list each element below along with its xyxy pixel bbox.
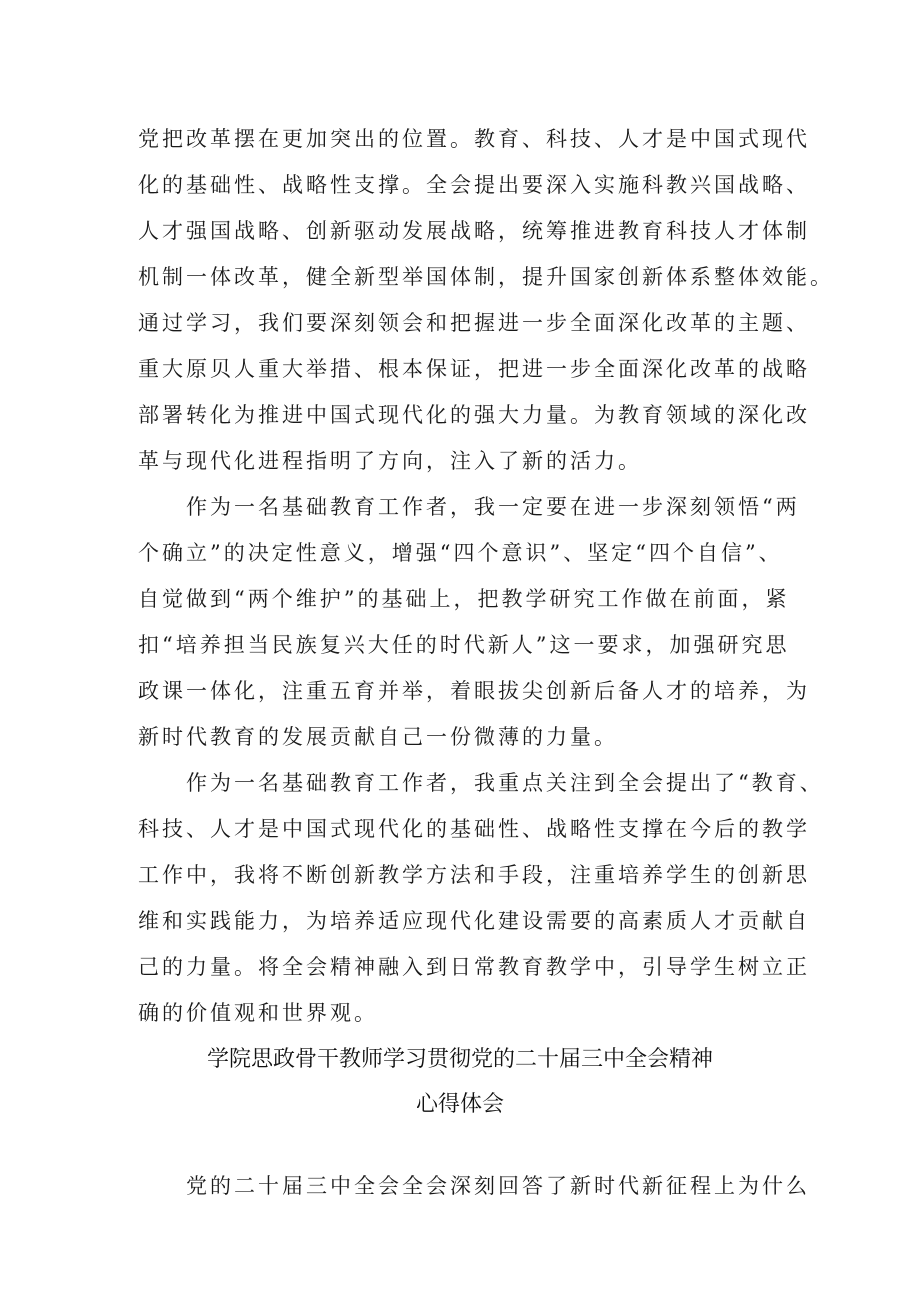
text-line: 科技、人才是中国式现代化的基础性、战略性支撑在今后的教学 — [138, 817, 810, 841]
text-line: 扣“培养担当民族复兴大任的时代新人”这一要求，加强研究思 — [138, 633, 790, 657]
text-line: 革与现代化进程指明了方向，注入了新的活力。 — [138, 449, 642, 473]
text-line: 重大原贝人重大举措、根本保证，把进一步全面深化改革的战略 — [138, 357, 810, 381]
text-line: 自觉做到“两个维护”的基础上，把教学研究工作做在前面，紧 — [138, 587, 790, 611]
text-line: 新时代教育的发展贡献自己一份微薄的力量。 — [138, 725, 618, 749]
text-line: 部署转化为推进中国式现代化的强大力量。为教育领域的深化改 — [138, 403, 810, 427]
heading-line-1: 学院思政骨干教师学习贯彻党的二十届三中全会精神 — [206, 1047, 713, 1072]
text-line: 机制一体改革，健全新型举国体制，提升国家创新体系整体效能。 — [138, 265, 834, 289]
text-line: 工作中，我将不断创新教学方法和手段，注重培养学生的创新思 — [138, 863, 810, 887]
text-line: 人才强国战略、创新驱动发展战略，统筹推进教育科技人才体制 — [138, 219, 810, 243]
text-line: 维和实践能力，为培养适应现代化建设需要的高素质人才贡献自 — [138, 909, 810, 933]
text-line: 政课一体化，注重五育并举，着眼拔尖创新后备人才的培养，为 — [138, 679, 810, 703]
text-line: 党的二十届三中全会全会深刻回答了新时代新征程上为什么 — [186, 1174, 810, 1198]
text-line: 确的价值观和世界观。 — [138, 1001, 378, 1025]
heading-line-2: 心得体会 — [415, 1092, 504, 1117]
text-line: 化的基础性、战略性支撑。全会提出要深入实施科教兴国战略、 — [138, 173, 810, 197]
text-line: 作为一名基础教育工作者，我一定要在进一步深刻领悟“两 — [186, 495, 800, 519]
text-line: 己的力量。将全会精神融入到日常教育教学中，引导学生树立正 — [138, 955, 810, 979]
text-line: 作为一名基础教育工作者，我重点关注到全会提出了“教育、 — [186, 771, 824, 795]
text-line: 通过学习，我们要深刻领会和把握进一步全面深化改革的主题、 — [138, 311, 810, 335]
text-line: 个确立”的决定性意义，增强“四个意识”、坚定“四个自信”、 — [138, 541, 783, 565]
text-line: 党把改革摆在更加突出的位置。教育、科技、人才是中国式现代 — [138, 127, 810, 151]
